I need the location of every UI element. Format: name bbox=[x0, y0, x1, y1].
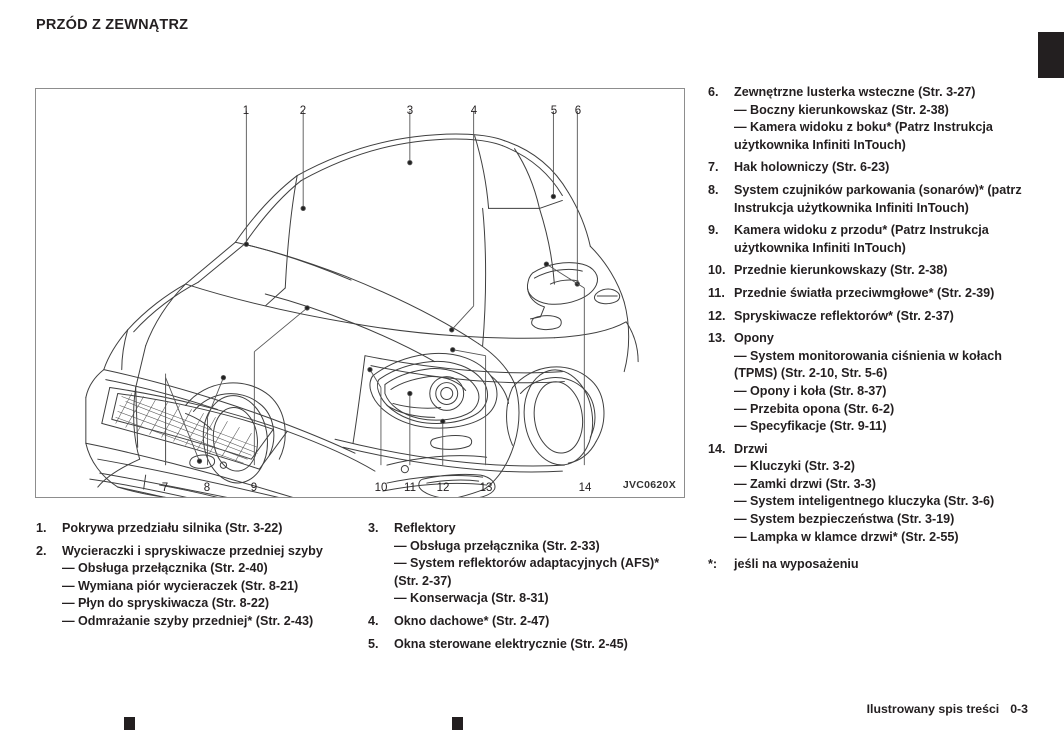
item-list-column-b bbox=[368, 520, 684, 658]
car-line-drawing bbox=[36, 89, 684, 497]
page-title: PRZÓD Z ZEWNĄTRZ bbox=[36, 17, 189, 33]
list-item-subitem bbox=[62, 613, 354, 631]
em-dash-bullet-icon: — bbox=[734, 512, 747, 527]
list-item-number: 13. bbox=[708, 331, 726, 346]
vehicle-illustration-figure bbox=[35, 88, 685, 498]
list-item-subitem bbox=[734, 102, 1026, 120]
list-item bbox=[708, 159, 1026, 177]
list-item bbox=[36, 520, 354, 538]
list-item-body bbox=[734, 159, 1026, 177]
footer-section-title: Ilustrowany spis treści bbox=[866, 702, 1000, 716]
list-item bbox=[708, 441, 1026, 547]
em-dash-bullet-icon: — bbox=[734, 419, 747, 434]
list-item bbox=[708, 222, 1026, 257]
list-item-number: 3. bbox=[368, 521, 379, 535]
list-item bbox=[368, 520, 684, 608]
list-item-body bbox=[734, 262, 1026, 280]
list-item-number: 4. bbox=[368, 613, 379, 628]
em-dash-bullet-icon: — bbox=[62, 596, 75, 611]
list-item-subitem-label: System reflektorów adaptacyjnych (AFS)* (Str. 2-37) bbox=[394, 556, 660, 588]
list-item-number: 9. bbox=[708, 223, 719, 238]
item-list-column-a bbox=[36, 520, 354, 636]
list-item-subitem-label: System monitorowania ciśnienia w kołach (TPMS) (Str. 2-10, Str. 5-6) bbox=[734, 348, 1002, 381]
callout-number-6: 6 bbox=[574, 105, 582, 117]
list-item-title: Reflektory bbox=[394, 521, 456, 535]
list-item-subitem-label: Obsługa przełącznika (Str. 2-40) bbox=[78, 561, 268, 576]
list-item-subitem-label: Zamki drzwi (Str. 3-3) bbox=[750, 476, 876, 491]
footer-page-number: 0-3 bbox=[1010, 702, 1028, 716]
list-item-subitem bbox=[734, 458, 1026, 476]
section-edge-tab bbox=[1038, 32, 1064, 78]
callout-number-7: 7 bbox=[161, 482, 169, 494]
list-item-title: Przednie światła przeciwmgłowe* (Str. 2-39) bbox=[734, 285, 995, 300]
list-item bbox=[708, 84, 1026, 154]
list-item-body bbox=[394, 520, 684, 608]
list-item bbox=[708, 182, 1026, 217]
em-dash-bullet-icon: — bbox=[734, 459, 747, 474]
list-item-subitem-label: Przebita opona (Str. 6-2) bbox=[750, 401, 895, 416]
list-item-subitem bbox=[62, 595, 354, 613]
list-item-body bbox=[394, 636, 684, 654]
list-item-subitem bbox=[734, 119, 1026, 154]
list-item-body bbox=[62, 543, 354, 631]
footnote-marker: *: bbox=[708, 557, 718, 572]
list-item-subitem bbox=[734, 529, 1026, 547]
callout-number-10: 10 bbox=[374, 482, 388, 494]
list-item-subitem bbox=[734, 493, 1026, 511]
list-item-title: Zewnętrzne lusterka wsteczne (Str. 3-27) bbox=[734, 85, 976, 99]
list-item-subitem bbox=[734, 418, 1026, 436]
list-item-number: 7. bbox=[708, 160, 719, 175]
list-item-title: Spryskiwacze reflektorów* (Str. 2-37) bbox=[734, 308, 954, 323]
list-item-subitem-label: Obsługa przełącznika (Str. 2-33) bbox=[410, 538, 600, 553]
list-item-subitem bbox=[394, 538, 684, 556]
em-dash-bullet-icon: — bbox=[734, 348, 747, 363]
registration-mark-left bbox=[124, 717, 135, 730]
em-dash-bullet-icon: — bbox=[394, 538, 407, 553]
list-item-title: Pokrywa przedziału silnika (Str. 3-22) bbox=[62, 521, 283, 535]
list-item-body bbox=[394, 613, 684, 631]
list-item-subitem-label: Płyn do spryskiwacza (Str. 8-22) bbox=[78, 596, 270, 611]
list-item-number: 11. bbox=[708, 285, 725, 300]
list-item bbox=[708, 330, 1026, 436]
list-item-number: 8. bbox=[708, 182, 719, 197]
list-item-body bbox=[734, 441, 1026, 547]
list-item-title: Hak holowniczy (Str. 6-23) bbox=[734, 160, 890, 175]
list-item bbox=[368, 613, 684, 631]
registration-mark-right bbox=[452, 717, 463, 730]
list-item-number: 2. bbox=[36, 543, 47, 558]
list-item-body bbox=[734, 285, 1026, 303]
list-item-subitem bbox=[394, 590, 684, 608]
callout-number-3: 3 bbox=[406, 105, 414, 117]
list-item-subitem bbox=[734, 383, 1026, 401]
em-dash-bullet-icon: — bbox=[62, 578, 75, 593]
list-item-title: Drzwi bbox=[734, 441, 768, 456]
list-item bbox=[708, 308, 1026, 326]
callout-number-14: 14 bbox=[578, 482, 592, 494]
list-item-subitem bbox=[734, 348, 1026, 383]
em-dash-bullet-icon: — bbox=[394, 556, 407, 571]
list-item-number: 5. bbox=[368, 636, 379, 651]
list-item-title: Okno dachowe* (Str. 2-47) bbox=[394, 613, 550, 628]
list-item-subitem-label: Boczny kierunkowskaz (Str. 2-38) bbox=[750, 102, 949, 117]
list-item-subitem-label: System bezpieczeństwa (Str. 3-19) bbox=[750, 512, 955, 527]
list-item bbox=[36, 543, 354, 631]
em-dash-bullet-icon: — bbox=[734, 120, 747, 135]
list-item-title: Okna sterowane elektrycznie (Str. 2-45) bbox=[394, 636, 628, 651]
list-item-subitem bbox=[62, 560, 354, 578]
list-item-body bbox=[734, 222, 1026, 257]
figure-id-label: JVC0620X bbox=[622, 479, 676, 491]
list-item-number: 10. bbox=[708, 263, 726, 278]
list-item-subitem bbox=[734, 401, 1026, 419]
list-item-subitem-label: System inteligentnego kluczyka (Str. 3-6) bbox=[750, 494, 995, 509]
list-item-body bbox=[734, 330, 1026, 436]
callout-number-4: 4 bbox=[470, 105, 478, 117]
list-item-subitem bbox=[734, 476, 1026, 494]
list-item-subitem-label: Odmrażanie szyby przedniej* (Str. 2-43) bbox=[78, 613, 314, 628]
list-item-number: 14. bbox=[708, 441, 726, 456]
list-item-subitem-label: Opony i koła (Str. 8-37) bbox=[750, 383, 887, 398]
list-item-number: 1. bbox=[36, 521, 47, 535]
list-item-subitem bbox=[62, 578, 354, 596]
list-item-body bbox=[62, 520, 354, 538]
list-item bbox=[708, 285, 1026, 303]
callout-number-13: 13 bbox=[479, 482, 493, 494]
em-dash-bullet-icon: — bbox=[62, 613, 75, 628]
list-item-subitem-label: Lampka w klamce drzwi* (Str. 2-55) bbox=[750, 529, 959, 544]
list-item-subitem bbox=[394, 555, 684, 590]
callout-number-5: 5 bbox=[550, 105, 558, 117]
em-dash-bullet-icon: — bbox=[734, 476, 747, 491]
callout-number-2: 2 bbox=[299, 105, 307, 117]
list-item-subitem-label: Wymiana piór wycieraczek (Str. 8-21) bbox=[78, 578, 299, 593]
list-item-title: Opony bbox=[734, 331, 774, 346]
list-item-title: Przednie kierunkowskazy (Str. 2-38) bbox=[734, 263, 948, 278]
list-item-body bbox=[734, 182, 1026, 217]
em-dash-bullet-icon: — bbox=[734, 383, 747, 398]
list-item-body bbox=[734, 308, 1026, 326]
em-dash-bullet-icon: — bbox=[394, 591, 407, 606]
callout-number-1: 1 bbox=[242, 105, 250, 117]
list-item-number: 6. bbox=[708, 85, 719, 99]
list-item bbox=[708, 262, 1026, 280]
page-footer bbox=[867, 702, 1028, 716]
em-dash-bullet-icon: — bbox=[734, 494, 747, 509]
footnote bbox=[708, 556, 1026, 574]
list-item bbox=[368, 636, 684, 654]
callout-number-12: 12 bbox=[436, 482, 450, 494]
callout-number-8: 8 bbox=[203, 482, 211, 494]
list-item-subitem-label: Konserwacja (Str. 8-31) bbox=[410, 591, 549, 606]
list-item-subitem bbox=[734, 511, 1026, 529]
list-item-title: Kamera widoku z przodu* (Patrz Instrukcja użytkownika Infiniti InTouch) bbox=[734, 223, 989, 255]
list-item-title: Wycieraczki i spryskiwacze przedniej szyby bbox=[62, 543, 323, 558]
callout-number-11: 11 bbox=[404, 482, 416, 494]
list-item-body bbox=[734, 84, 1026, 154]
item-list-column-c bbox=[708, 84, 1026, 579]
footnote-text: jeśli na wyposażeniu bbox=[734, 557, 859, 572]
em-dash-bullet-icon: — bbox=[734, 529, 747, 544]
em-dash-bullet-icon: — bbox=[734, 401, 747, 416]
em-dash-bullet-icon: — bbox=[734, 102, 747, 117]
list-item-title: System czujników parkowania (sonarów)* (patrz Instrukcja użytkownika Infiniti InTouch) bbox=[734, 182, 1022, 215]
list-item-subitem-label: Kamera widoku z boku* (Patrz Instrukcja użytkownika Infiniti InTouch) bbox=[734, 120, 993, 152]
list-item-subitem-label: Specyfikacje (Str. 9-11) bbox=[750, 419, 887, 434]
em-dash-bullet-icon: — bbox=[62, 561, 75, 576]
list-item-number: 12. bbox=[708, 308, 726, 323]
list-item-subitem-label: Kluczyki (Str. 3-2) bbox=[750, 459, 855, 474]
callout-number-9: 9 bbox=[250, 482, 258, 494]
